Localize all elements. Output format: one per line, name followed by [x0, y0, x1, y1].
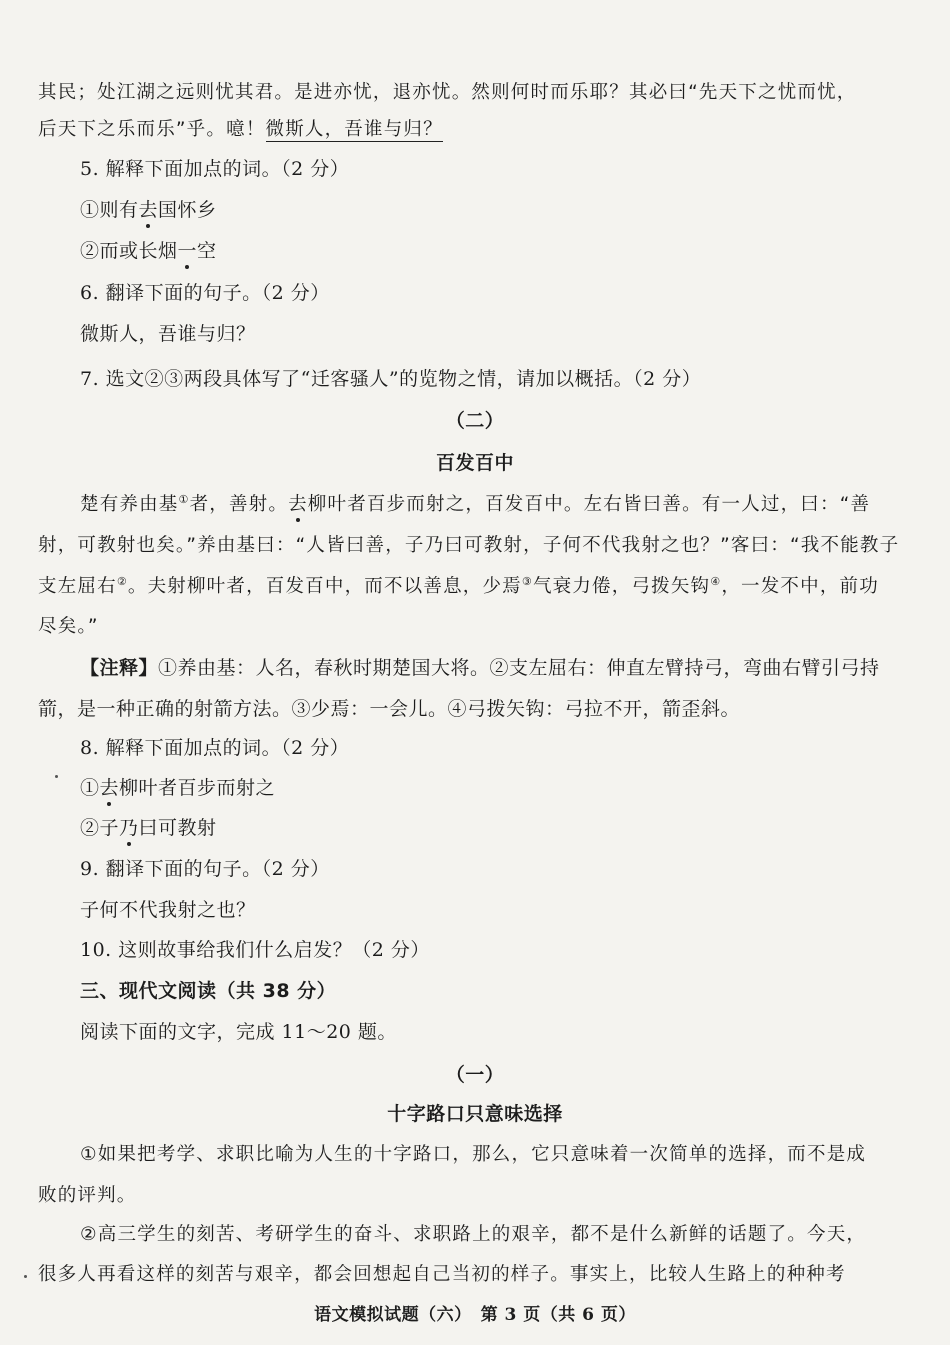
question-10-stem: 10. 这则故事给我们什么启发？（2 分） [80, 939, 430, 961]
para-text: 支左屈右 [38, 576, 117, 597]
part-3-para-1-line-2: 败的评判。 [38, 1185, 137, 1206]
para-text: ，一发不中，前功 [721, 576, 879, 597]
item-text: ①则有 [80, 199, 139, 221]
question-5-item-1 [80, 197, 217, 223]
item-text: 曰可教射 [138, 817, 217, 839]
question-6-sentence: 微斯人，吾谁与归？ [80, 323, 256, 345]
item-text: ②子 [80, 817, 120, 839]
passage-tail-text: 后天下之乐而乐”乎。噫！ [38, 119, 266, 140]
section-2-para-line-1 [80, 492, 870, 518]
part-3-instruction: 阅读下面的文字，完成 11～20 题。 [80, 1021, 397, 1043]
annotation-text: ①养由基：人名，春秋时期楚国大将。②支左屈右：伸直左臂持弓，弯曲右臂引弓持 [158, 657, 880, 679]
scan-speck [55, 775, 58, 778]
part-3-para-2-line-1: ②高三学生的刻苦、考研学生的奋斗、求职路上的艰辛，都不是什么新鲜的话题了。今天， [80, 1224, 867, 1245]
question-8-item-2 [80, 815, 217, 841]
item-text: ②而或长烟 [80, 240, 178, 262]
part-3-para-2-line-2: 很多人再看这样的刻苦与艰辛，都会回想起自己当初的样子。事实上，比较人生路上的种种考 [38, 1264, 846, 1285]
passage-tail-line-2 [38, 117, 443, 143]
footnote-marker: ① [178, 492, 190, 506]
item-text: 柳叶者百步而射之 [119, 777, 276, 799]
part-3-para-1-line-1: ①如果把考学、求职比喻为人生的十字路口，那么，它只意味着一次简单的选择，而不是成 [80, 1144, 867, 1165]
question-8-item-1 [80, 775, 275, 801]
part-3-heading: 三、现代文阅读（共 38 分） [80, 980, 337, 1002]
question-9-stem: 9. 翻译下面的句子。（2 分） [80, 858, 330, 880]
question-7-stem: 7. 选文②③两段具体写了“迁客骚人”的览物之情，请加以概括。（2 分） [80, 368, 702, 390]
scan-speck [24, 1275, 27, 1278]
dotted-word: 一 [177, 240, 198, 262]
dotted-word: 去 [288, 494, 308, 515]
para-text: 柳叶者百步而射之，百发百中。左右皆曰善。有一人过，曰：“善 [307, 494, 871, 515]
question-8-stem: 8. 解释下面加点的词。（2 分） [80, 737, 350, 759]
annotation-line-1 [80, 655, 880, 681]
annotation-line-2: 箭，是一种正确的射箭方法。③少焉：一会儿。④弓拨矢钩：弓拉不开，箭歪斜。 [38, 698, 741, 720]
dotted-word: 去 [99, 777, 120, 799]
dotted-word: 去 [138, 199, 159, 221]
question-5-stem: 5. 解释下面加点的词。（2 分） [80, 158, 350, 180]
question-5-item-2 [80, 238, 217, 264]
section-2-para-line-2: 射，可教射也矣。”养由基曰：“人皆曰善，子乃曰可教射，子何不代我射之也？”客曰：“我不能教子 [38, 535, 900, 556]
footnote-marker: ② [116, 574, 128, 588]
question-6-stem: 6. 翻译下面的句子。（2 分） [80, 282, 330, 304]
question-9-sentence: 子何不代我射之也？ [80, 899, 256, 921]
dotted-word: 乃 [119, 817, 139, 839]
para-text: 。夫射柳叶者，百发百中，而不以善息，少焉 [127, 576, 522, 597]
part-3-number: （一） [445, 1064, 505, 1086]
underlined-sentence: 微斯人，吾谁与归？ [265, 119, 443, 140]
item-text: 空 [197, 240, 217, 262]
passage-tail-line-1: 其民；处江湖之远则忧其君。是进亦忧，退亦忧。然则何时而乐耶？其必曰“先天下之忧而忧， [38, 82, 857, 103]
section-2-title: 百发百中 [435, 452, 514, 474]
para-text: 气衰力倦，弓拨矢钩 [532, 576, 711, 597]
page-footer: 语文模拟试题（六） 第 3 页（共 6 页） [314, 1305, 636, 1325]
para-text: 者，善射。 [189, 494, 289, 515]
para-text: 楚有养由基 [80, 494, 179, 515]
part-3-title: 十字路口只意味选择 [387, 1103, 563, 1125]
annotation-label: 【注释】 [80, 657, 159, 679]
section-2-number: （二） [445, 410, 505, 432]
footnote-marker: ④ [710, 574, 722, 588]
footnote-marker: ③ [521, 574, 533, 588]
section-2-para-line-4: 尽矣。” [38, 616, 99, 637]
item-text: 国怀乡 [158, 199, 217, 221]
section-2-para-line-3 [38, 574, 879, 600]
item-text: ① [80, 777, 100, 799]
